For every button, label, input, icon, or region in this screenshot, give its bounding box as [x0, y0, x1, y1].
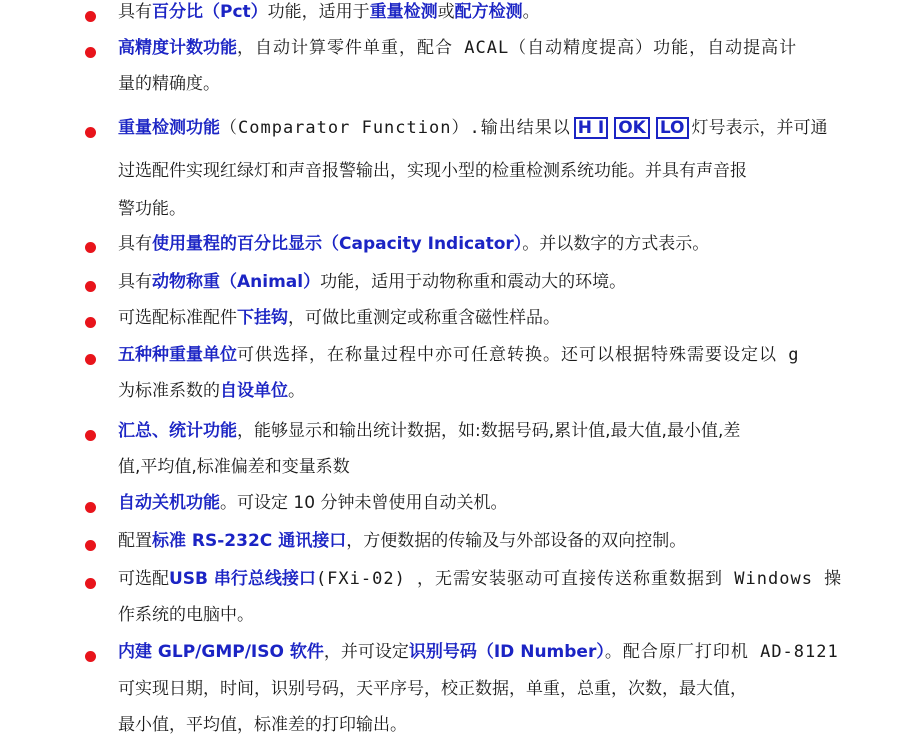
highlight-text: 自动关机功能: [118, 493, 220, 513]
highlight-text: 使用量程的百分比显示（Capacity Indicator）: [152, 234, 523, 254]
text-span: 或: [437, 2, 455, 22]
text-span: 最小值，平均值，标准差的打印输出。: [118, 715, 407, 735]
bullet-icon: [85, 281, 96, 292]
item-text-line: [118, 420, 740, 442]
text-span: 功能，适用于: [267, 2, 370, 22]
bullet-icon: [85, 11, 96, 22]
text-span: 值,平均值,标准偏差和变量系数: [118, 457, 350, 477]
text-span: 具有: [118, 2, 152, 22]
highlight-text: 内建 GLP/GMP/ISO 软件: [118, 642, 324, 662]
bullet-icon: [85, 317, 96, 328]
highlight-text: 动物称重（Animal）: [152, 272, 321, 292]
bullet-icon: [85, 578, 96, 589]
item-text-line: [118, 73, 220, 95]
text-span: 为标准系数的: [118, 381, 220, 401]
bullet-icon: [85, 354, 96, 365]
item-text-line: [118, 714, 407, 736]
text-span: ，可做比重测定或称重含磁性样品。: [288, 308, 560, 328]
item-text-line: [118, 233, 709, 255]
item-text-line: [118, 160, 747, 182]
bullet-icon: [85, 47, 96, 58]
highlight-text: 重量检测: [369, 2, 438, 22]
text-span: ，能够显示和输出统计数据，如:数据号码,累计值,最大值,最小值,差: [237, 421, 741, 441]
item-text-line: [118, 530, 686, 552]
highlight-text: 高精度计数功能: [118, 38, 237, 58]
text-span: 过选配件实现红绿灯和声音报警输出，实现小型的检重检测系统功能。并具有声音报: [118, 161, 747, 181]
item-text-line: [118, 678, 747, 700]
text-span: (FXi-02) ，无需安装驱动可直接传送称重数据到 Windows 操: [315, 569, 843, 589]
bullet-icon: [85, 242, 96, 253]
item-text-line: [118, 604, 254, 626]
text-span: 警功能。: [118, 199, 186, 219]
text-span: ，并可设定: [323, 642, 409, 662]
highlight-text: 下挂钩: [237, 308, 288, 328]
text-span: 可供选择，在称量过程中亦可任意转换。还可以根据特殊需要设定以 g: [237, 345, 800, 365]
item-text-line: [118, 307, 560, 329]
item-text-line: [118, 117, 828, 139]
item-text-line: [118, 456, 350, 478]
highlight-text: USB 串行总线接口: [169, 569, 316, 589]
text-span: 具有: [118, 272, 152, 292]
text-span: 功能，适用于动物称重和震动大的环境。: [320, 272, 627, 292]
highlight-text: 汇总、统计功能: [118, 421, 237, 441]
text-span: 。: [522, 2, 540, 22]
text-span: 。可设定 10 分钟未曾使用自动关机。: [220, 493, 508, 513]
item-text-line: [118, 271, 626, 293]
highlight-text: 五种种重量单位: [118, 345, 237, 365]
item-text-line: [118, 198, 186, 220]
highlight-text: 识别号码（ID Number）: [408, 642, 605, 662]
text-span: 配置: [118, 531, 152, 551]
text-span: ，自动计算零件单重，配合 ACAL（自动精度提高）功能，自动提高计: [237, 38, 798, 58]
item-text-line: [118, 568, 842, 590]
item-text-line: [118, 380, 305, 402]
item-text-line: [118, 344, 799, 366]
item-text-line: [118, 641, 839, 663]
text-span: 量的精确度。: [118, 74, 220, 94]
highlight-text: 重量检测功能: [118, 118, 220, 138]
text-span: 。配合原厂打印机 AD-8121: [604, 642, 839, 662]
highlight-text: 标准 RS-232C 通讯接口: [152, 531, 347, 551]
text-span: 可实现日期，时间，识别号码，天平序号，校正数据，单重，总重，次数，最大值，: [118, 679, 747, 699]
highlight-text: 自设单位: [220, 381, 288, 401]
text-span: 作系统的电脑中。: [118, 605, 254, 625]
text-span: ，方便数据的传输及与外部设备的双向控制。: [346, 531, 687, 551]
bullet-icon: [85, 651, 96, 662]
highlight-text: 配方检测: [454, 2, 523, 22]
text-span: 可选配标准配件: [118, 308, 237, 328]
text-span: 具有: [118, 234, 152, 254]
item-text-line: [118, 37, 797, 59]
indicator-box: OK: [614, 117, 650, 139]
bullet-icon: [85, 540, 96, 551]
highlight-text: 百分比（Pct）: [152, 2, 268, 22]
text-span: 灯号表示，并可通: [691, 118, 828, 138]
bullet-icon: [85, 502, 96, 513]
indicator-box: LO: [656, 117, 689, 139]
indicator-box: H I: [574, 117, 608, 139]
item-text-line: [118, 492, 507, 514]
text-span: （Comparator Function）.输出结果以: [220, 118, 571, 138]
bullet-icon: [85, 430, 96, 441]
item-text-line: [118, 1, 540, 23]
text-span: 。: [288, 381, 305, 401]
bullet-icon: [85, 127, 96, 138]
text-span: 。并以数字的方式表示。: [522, 234, 710, 254]
text-span: 可选配: [118, 569, 169, 589]
